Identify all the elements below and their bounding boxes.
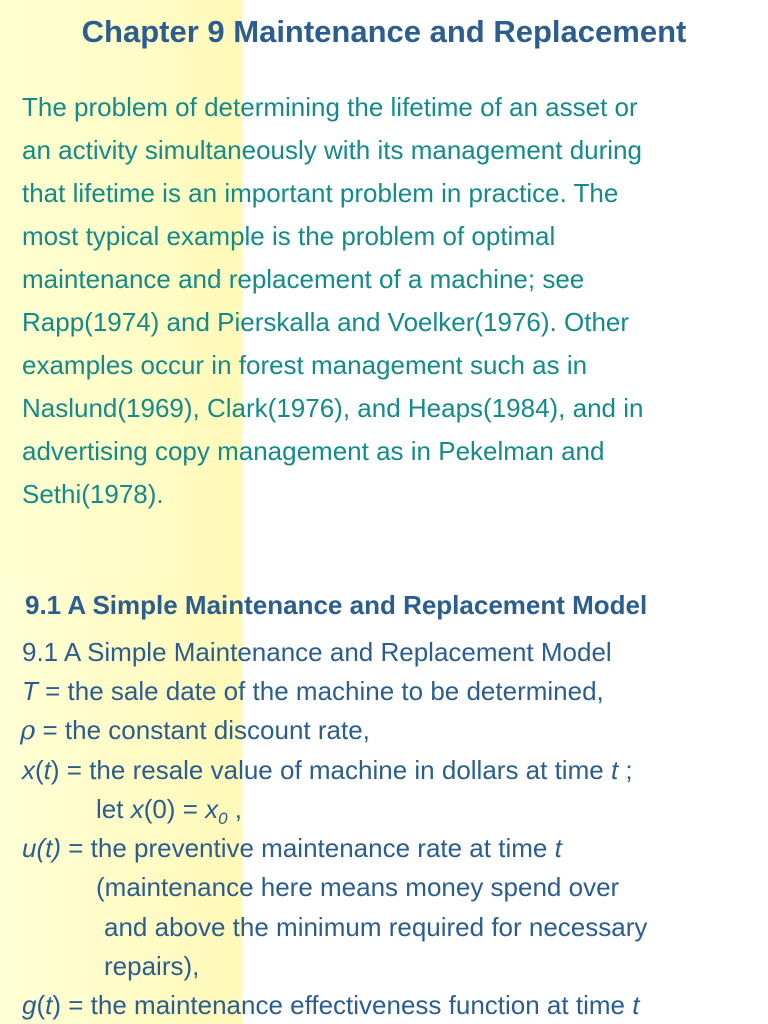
definition-x-end: ; (618, 755, 633, 785)
symbol-T: T (22, 676, 38, 706)
let-end: , (227, 794, 243, 824)
definition-x-initial (96, 794, 242, 829)
paragraph-line: maintenance and replacement of a machine; see (22, 264, 585, 294)
chapter-title: Chapter 9 Maintenance and Replacement (81, 14, 687, 49)
definition-rho (20, 715, 370, 746)
symbol-rho: ρ (20, 716, 36, 746)
symbol-g: g (22, 990, 37, 1020)
definition-u (22, 833, 562, 864)
symbol-x-let: x (130, 794, 144, 824)
definition-g: g(t) = the maintenance effectiveness function at time t (22, 990, 640, 1020)
section-title: 9.1 A Simple Maintenance and Replacement Model (25, 590, 648, 620)
definition-g-text: = the maintenance effectiveness function at time (61, 990, 633, 1020)
symbol-t: t (632, 990, 640, 1020)
paragraph-line: most typical example is the problem of optimal (22, 221, 556, 251)
intro-paragraph (22, 86, 757, 516)
let-prefix: let (96, 794, 131, 824)
paragraph-line: The problem of determining the lifetime of an asset or (22, 92, 638, 122)
paragraph-line: examples occur in forest management such as in (22, 350, 588, 380)
definition-T-text: = the sale date of the machine to be determined, (37, 676, 604, 706)
symbol-x: x (22, 755, 35, 785)
symbol-x0: x (205, 794, 219, 824)
paragraph-line: an activity simultaneously with its management during (22, 135, 642, 165)
paragraph-line: advertising copy management as in Pekelman and (22, 436, 605, 466)
symbol-x-arg: t (43, 755, 51, 785)
symbol-g-arg: t (45, 990, 53, 1020)
paragraph-line: that lifetime is an important problem in practice. The (22, 178, 619, 208)
let-arg: (0) = (143, 794, 206, 824)
symbol-u: u(t) (22, 833, 61, 863)
definition-T (22, 676, 604, 707)
paragraph-line: Rapp(1974) and Pierskalla and Voelker(1976). Other (22, 307, 630, 337)
symbol-t: t (554, 833, 562, 863)
definition-rho-text: = the constant discount rate, (35, 715, 370, 745)
paragraph-line: Naslund(1969), Clark(1976), and Heaps(1984), and in (22, 393, 644, 423)
definition-u-text: = the preventive maintenance rate at time (61, 833, 555, 863)
subscript-0: 0 (218, 809, 228, 829)
definition-x-text: = the resale value of machine in dollars at time (59, 755, 611, 785)
definition-u-cont1: (maintenance here means money spend over (96, 872, 620, 902)
definition-u-cont3: repairs), (104, 951, 200, 981)
symbol-t: t (610, 755, 619, 785)
definition-u-cont2: and above the minimum required for necessary (104, 912, 648, 942)
paragraph-line: Sethi(1978). (22, 479, 164, 509)
section-subtitle: 9.1 A Simple Maintenance and Replacement Model (22, 637, 612, 667)
definition-x: x(t) = the resale value of machine in dollars at time t ; (22, 755, 633, 785)
